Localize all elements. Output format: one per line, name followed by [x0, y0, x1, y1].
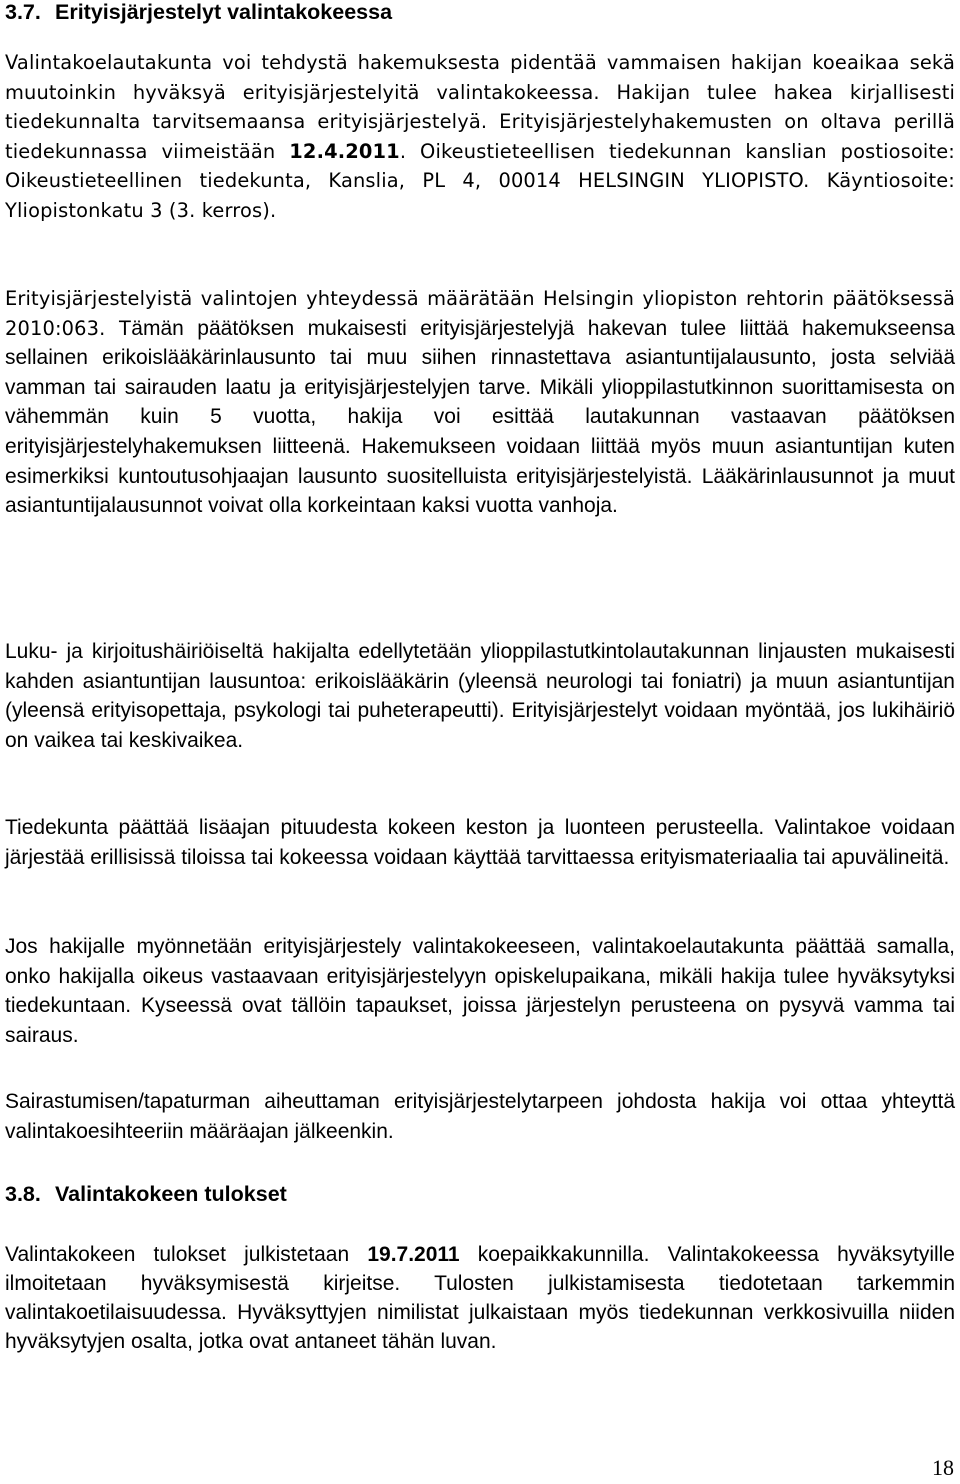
paragraph-exam-results — [5, 1240, 955, 1356]
paragraph-text: Valintakokeen tulokset julkistetaan — [5, 1243, 368, 1266]
paragraph-text: . Oikeustieteellisen tiedekunnan kanslian postiosoite: Oikeustieteellinen tiedekunta, Kanslia, PL 4, 00014 HELSINGIN YLIOPISTO. Käyntiosoite: Yliopistonkatu 3 (3. kerros). — [5, 139, 955, 222]
section-heading-3-8 — [5, 1181, 287, 1207]
paragraph-rector-decision — [5, 284, 955, 521]
deadline-date: 12.4.2011 — [289, 139, 400, 163]
results-date: 19.7.2011 — [367, 1243, 460, 1266]
paragraph-study-place-arrangements: Jos hakijalle myönnetään erityisjärjestely valintakokeeseen, valintakoelautakunta päättää samalla, onko hakijalla oikeus vastaavaan erityisjärjestelyyn opiskelupaikana, mikäli hakija tulee hyväksytyksi tiedekuntaan. Kyseessä ovat tällöin tapaukset, joissa järjestelyn perusteena on pysyvä vamma tai sairaus. — [5, 935, 955, 1047]
section-title: Valintakokeen tulokset — [55, 1182, 287, 1206]
paragraph-text: Tämän päätöksen mukaisesti erityisjärjestelyjä hakevan tulee liittää hakemukseensa sellainen erikoislääkärinlausunto tai muu siihen rinnastettava asiantuntijalausunto, josta selviää vamman tai sairauden laatu ja erityisjärjestelyjen tarve. Mikäli ylioppilastutkinnon suorittamisesta on vähemmän kuin 5 vuotta, hakija voi esittää lautakunnan vastaavan päätöksen erityisjärjestelyhakemuksen liitteenä. Hakemukseen voidaan liittää myös muun asiantuntijan kuten esimerkiksi kuntoutusohjaajan lausunto suositelluista erityisjärjestelyistä. Lääkärinlausunnot ja muut asiantuntijalausunnot voivat olla korkeintaan kaksi vuotta vanhoja. — [5, 316, 955, 518]
paragraph-text: Valintakoelautakunta voi tehdystä hakemuksesta pidentää vammaisen hakijan koeaikaa sekä muutoinkin hyväksyä erityisjärjestelyitä valintakokeessa. Hakijan tulee hakea kirjallisesti tiedekunnalta tarvitsemaansa erityisjärjestelyä. Erityisjärjestelyhakemusten on oltava perillä tiedekunnassa viimeistään — [5, 51, 955, 163]
section-title: Erityisjärjestelyt valintakokeessa — [55, 0, 393, 24]
section-number: 3.8. — [5, 1182, 41, 1206]
page-number: 18 — [932, 1455, 954, 1480]
paragraph-special-arrangements-application — [5, 48, 955, 226]
paragraph-text: Erityisjärjestelyistä valintojen yhteydessä määrätään Helsingin yliopiston rehtorin päätöksessä 2010:063. — [5, 287, 955, 340]
paragraph-text: koepaikkakunnilla. Valintakokeessa hyväksytyille ilmoitetaan hyväksymisestä kirjeitse. Tulosten julkistamisesta tiedotetaan tarkemmin valintakoetilaisuudessa. Hyväksyttyjen nimilistat julkaistaan myös tiedekunnan verkkosivuilla niiden hyväksytyjen osalta, jotka ovat antaneet tähän luvan. — [5, 1243, 955, 1353]
section-heading-3-7 — [5, 0, 392, 25]
paragraph-dyslexia: Luku- ja kirjoitushäiriöiseltä hakijalta edellytetään ylioppilastutkintolautakunnan linjausten mukaisesti kahden asiantuntijan lausuntoa: erikoislääkärin (yleensä neurologi tai foniatri) ja muun asiantuntijan (yleensä erityisopettaja, psykologi tai puheterapeutti). Erityisjärjestelyt voidaan myöntää, jos lukihäiriö on vaikea tai keskivaikea. — [5, 640, 955, 752]
paragraph-illness-accident: Sairastumisen/tapaturman aiheuttaman erityisjärjestelytarpeen johdosta hakija voi ottaa yhteyttä valintakoesihteeriin määräajan jälkeenkin. — [5, 1090, 955, 1143]
section-number: 3.7. — [5, 0, 41, 24]
paragraph-extra-time: Tiedekunta päättää lisäajan pituudesta kokeen keston ja luonteen perusteella. Valintakoe voidaan järjestää erillisissä tiloissa tai kokeessa voidaan käyttää tarvittaessa erityismateriaalia tai apuvälineitä. — [5, 816, 955, 869]
